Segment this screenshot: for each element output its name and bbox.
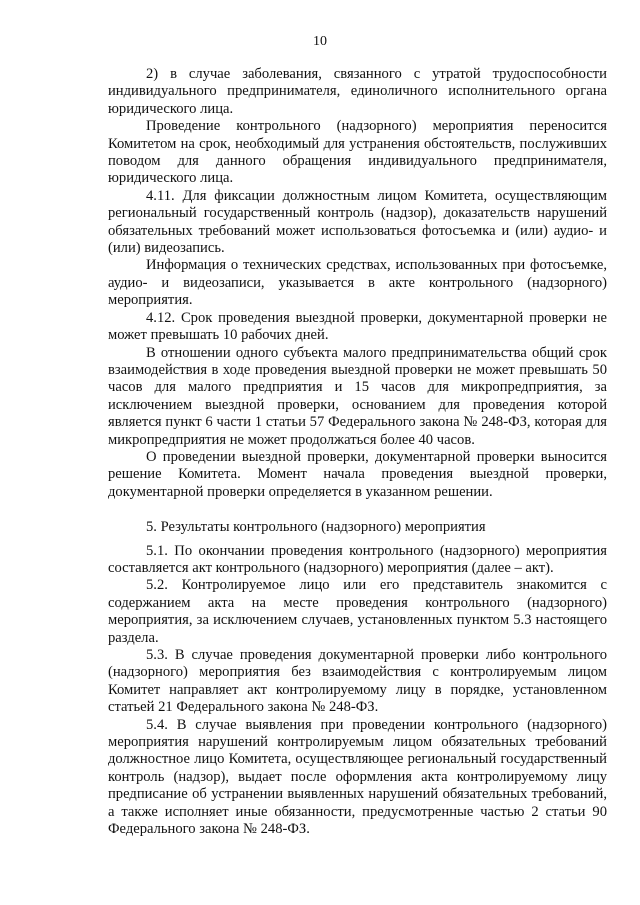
- paragraph-interaction-term: В отношении одного субъекта малого предпринимательства общий срок взаимодействия в ходе проведения выездной проверки не может превышать 50 часов для малого предприятия и 15 часов для микропредприятия, за исключением выездной проверки, основанием для проведения которой является пункт 6 части 1 статьи 57 Федерального закона № 248-ФЗ, которая для микропредприятия не может продолжаться более 40 часов.: [108, 344, 607, 448]
- paragraph-postponement: Проведение контрольного (надзорного) мероприятия переносится Комитетом на срок, необходимый для устранения обстоятельств, послуживших поводом для данного обращения индивидуального предпринимателя, юридического лица.: [108, 118, 607, 187]
- paragraph-5-2: 5.2. Контролируемое лицо или его представитель знакомится с содержанием акта на месте проведения контрольного (надзорного) мероприятия, за исключением случаев, установленных пунктом 5.3 настоящего раздела.: [108, 577, 607, 646]
- paragraph-5-4: 5.4. В случае выявления при проведении контрольного (надзорного) мероприятия нарушений контролируемым лицом обязательных требований должностное лицо Комитета, осуществляющее региональный государственный контроль (надзор), выдает после оформления акта контролируемому лицу предписание об устранении выявленных нарушений обязательных требований, а также исполняет иные обязанности, предусмотренные частью 2 статьи 90 Федерального закона № 248-ФЗ.: [108, 716, 607, 838]
- paragraph-4-11: 4.11. Для фиксации должностным лицом Комитета, осуществляющим региональный государственный контроль (надзор), доказательств нарушений обязательных требований может использоваться фотосъемка и (или) аудио- и (или) видеозапись.: [108, 187, 607, 257]
- paragraph-technical-info: Информация о технических средствах, использованных при фотосъемке, аудио- и видеозаписи, указывается в акте контрольного (надзорного) мероприятия.: [108, 257, 607, 309]
- paragraph-5-1: 5.1. По окончании проведения контрольного (надзорного) мероприятия составляется акт контрольного (надзорного) мероприятия (далее – акт).: [108, 542, 607, 576]
- paragraph-5-3: 5.3. В случае проведения документарной проверки либо контрольного (надзорного) мероприятия без взаимодействия с контролируемым лицом Комитет направляет акт контролируемому лицу в порядке, установленном статьей 21 Федерального закона № 248-ФЗ.: [108, 647, 607, 716]
- document-body: [108, 66, 607, 838]
- paragraph-4-12: 4.12. Срок проведения выездной проверки, документарной проверки не может превышать 10 рабочих дней.: [108, 309, 607, 344]
- section-heading-results: 5. Результаты контрольного (надзорного) мероприятия: [146, 519, 486, 536]
- paragraph-decision: О проведении выездной проверки, документарной проверки выносится решение Комитета. Момент начала проведения выездной проверки, документарной проверки определяется в указанном решении.: [108, 448, 607, 500]
- page-number: 10: [313, 34, 327, 49]
- paragraph-2-illness: 2) в случае заболевания, связанного с утратой трудоспособности индивидуального предпринимателя, единоличного исполнительного органа юридического лица.: [108, 66, 607, 117]
